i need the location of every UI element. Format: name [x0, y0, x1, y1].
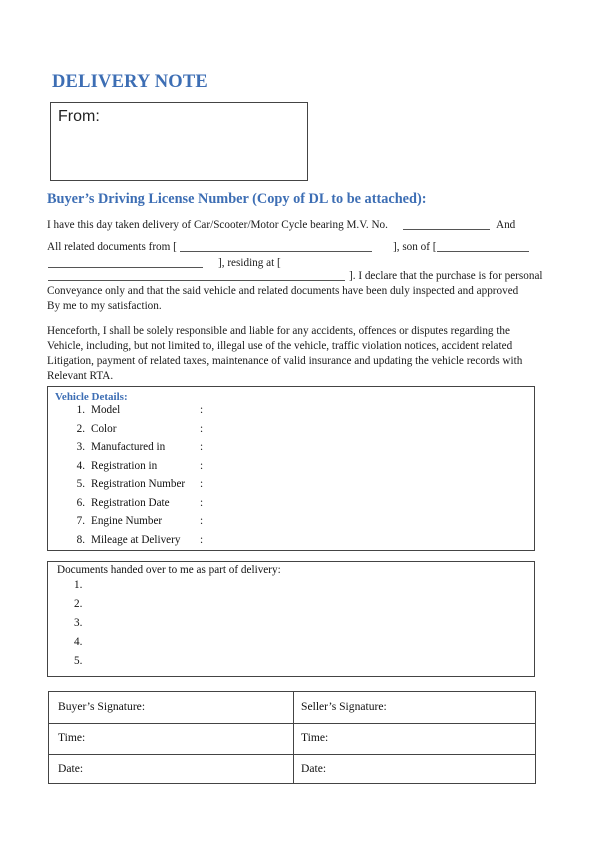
vehicle-row-number: 2.: [76, 422, 85, 435]
vehicle-row-colon: :: [200, 515, 204, 527]
declaration-and: And: [496, 219, 516, 231]
residing-at-blank[interactable]: [48, 280, 345, 281]
documents-heading: Documents handed over to me as part of delivery:: [57, 564, 281, 576]
signature-table: [48, 691, 536, 784]
declaration-son-of: ], son of [: [393, 241, 437, 253]
vehicle-row-colon: :: [200, 441, 204, 453]
vehicle-row-colon: :: [200, 478, 204, 490]
declaration-line-1: I have this day taken delivery of Car/Scooter/Motor Cycle bearing M.V. No.: [47, 219, 388, 231]
mv-number-blank[interactable]: [403, 229, 490, 230]
declaration-line-4: ]. I declare that the purchase is for personal: [349, 270, 543, 282]
vehicle-row-number: 5.: [76, 478, 85, 490]
vehicle-row-number: 8.: [76, 533, 85, 546]
document-item-5[interactable]: 5.: [74, 655, 83, 667]
vehicle-row-colon: :: [200, 459, 204, 472]
vehicle-row-label: Mileage at Delivery: [91, 533, 181, 546]
son-of-blank-continued[interactable]: [48, 267, 203, 268]
vehicle-row-colon: :: [200, 533, 204, 546]
license-number-heading: Buyer’s Driving License Number (Copy of DL to be attached):: [47, 191, 427, 207]
buyer-time-cell[interactable]: Time:: [58, 731, 86, 744]
seller-time-cell[interactable]: Time:: [301, 731, 329, 744]
vehicle-row-label: Registration Date: [91, 496, 170, 509]
declaration-line-5: Conveyance only and that the said vehicle and related documents have been duly inspected and approved: [47, 285, 519, 297]
vehicle-row-colon: :: [200, 404, 204, 416]
buyer-signature-cell[interactable]: Buyer’s Signature:: [58, 700, 146, 713]
liability-line-3: Litigation, payment of related taxes, maintenance of valid insurance and updating the vehicle records with: [47, 355, 523, 367]
vehicle-row-label: Manufactured in: [91, 441, 166, 453]
table-divider: [293, 692, 294, 783]
vehicle-details-box: [47, 386, 535, 551]
seller-date-cell[interactable]: Date:: [301, 762, 327, 775]
vehicle-row-label: Engine Number: [91, 515, 163, 527]
vehicle-row-number: 6.: [76, 496, 85, 509]
declaration-line-2: All related documents from [: [47, 241, 177, 253]
declaration-residing-at: ], residing at [: [218, 257, 281, 269]
vehicle-row-colon: :: [200, 422, 204, 435]
documents-box: [47, 561, 535, 677]
document-item-3[interactable]: 3.: [74, 617, 83, 629]
vehicle-row-colon: :: [200, 496, 204, 509]
liability-line-1: Henceforth, I shall be solely responsible and liable for any accidents, offences or disputes regarding the: [47, 325, 510, 337]
from-label: From:: [58, 108, 100, 125]
son-of-blank[interactable]: [437, 251, 529, 252]
vehicle-row-label: Model: [91, 404, 121, 416]
vehicle-row-number: 7.: [76, 515, 85, 527]
liability-line-4: Relevant RTA.: [47, 370, 114, 382]
table-divider: [49, 723, 535, 724]
documents-from-blank[interactable]: [180, 251, 372, 252]
vehicle-details-heading: Vehicle Details:: [55, 391, 128, 403]
table-divider: [49, 754, 535, 755]
vehicle-row-label: Color: [91, 422, 117, 435]
document-item-2[interactable]: 2.: [74, 598, 83, 610]
vehicle-row-number: 4.: [76, 459, 85, 472]
vehicle-row-label: Registration Number: [91, 478, 186, 490]
buyer-date-cell[interactable]: Date:: [58, 762, 84, 775]
declaration-line-6: By me to my satisfaction.: [47, 300, 162, 312]
vehicle-row-number: 1.: [76, 404, 85, 416]
document-item-1[interactable]: 1.: [74, 579, 83, 591]
vehicle-row-number: 3.: [76, 441, 85, 453]
from-box[interactable]: [50, 102, 308, 181]
page-title: DELIVERY NOTE: [52, 72, 208, 92]
vehicle-row-label: Registration in: [91, 459, 158, 472]
document-item-4[interactable]: 4.: [74, 636, 83, 648]
liability-line-2: Vehicle, including, but not limited to, illegal use of the vehicle, traffic violation notices, accident related: [47, 340, 513, 352]
seller-signature-cell[interactable]: Seller’s Signature:: [301, 700, 387, 713]
